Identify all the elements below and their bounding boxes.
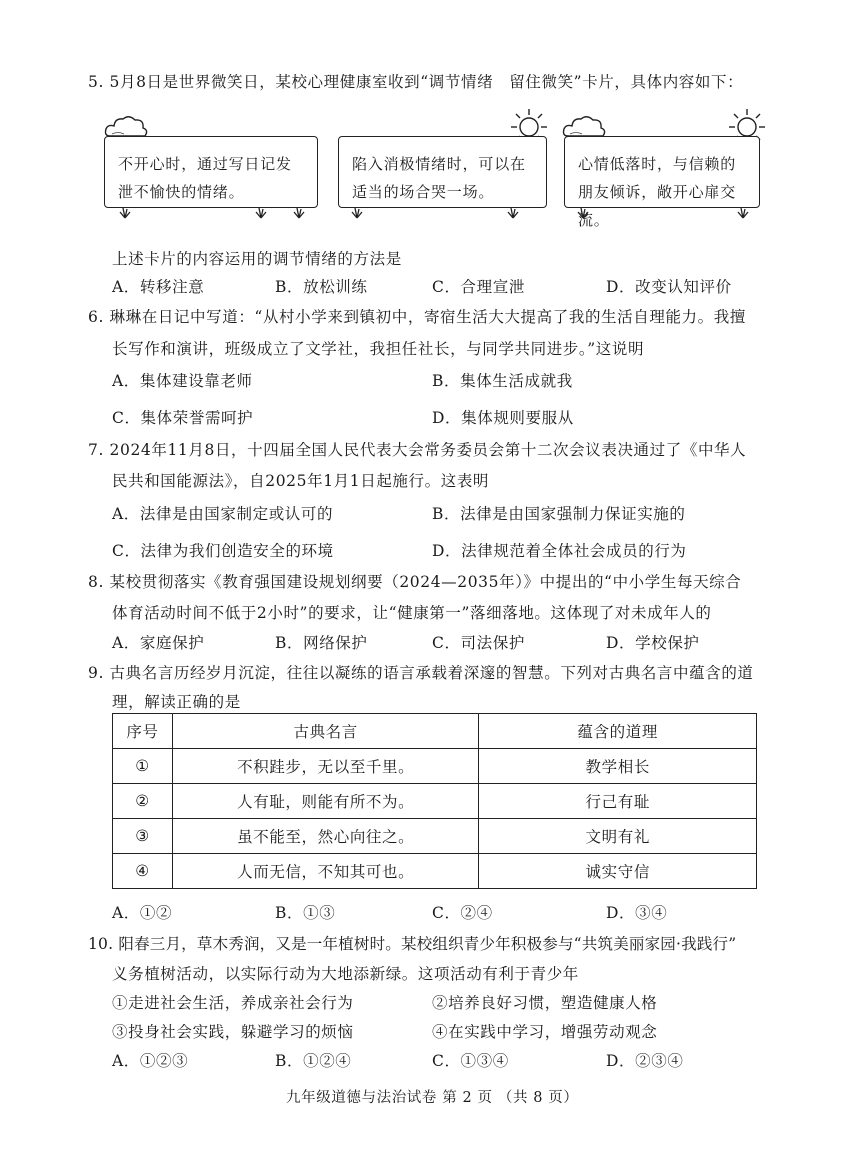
q5-question: 上述卡片的内容运用的调节情绪的方法是 bbox=[112, 250, 402, 268]
table-cell: 文明有礼 bbox=[479, 819, 757, 854]
q9-option-a: A．①② bbox=[112, 904, 173, 922]
grass-icon bbox=[292, 206, 306, 218]
q9-option-d: D．③④ bbox=[606, 904, 668, 922]
q6-option-d: D．集体规则要服从 bbox=[432, 409, 574, 427]
grass-icon bbox=[254, 206, 268, 218]
q10-statement-1: ①走进社会生活，养成亲社会行为 bbox=[112, 994, 354, 1012]
table-cell: ① bbox=[113, 749, 173, 784]
table-header: 蕴含的道理 bbox=[479, 714, 757, 749]
q7-option-c: C．法律为我们创造安全的环境 bbox=[112, 542, 334, 560]
q9-option-c: C．②④ bbox=[432, 904, 493, 922]
q6-option-c: C．集体荣誉需呵护 bbox=[112, 409, 254, 427]
q5-option-d: D．改变认知评价 bbox=[606, 278, 732, 296]
q10-statement-3: ③投身社会实践，躲避学习的烦恼 bbox=[112, 1023, 354, 1041]
table-row bbox=[113, 784, 757, 819]
grass-icon bbox=[350, 206, 364, 218]
q10-stem-line1: 10. 阳春三月，草木秀润，又是一年植树时。某校组织青少年积极参与“共筑美丽家园·我践行” bbox=[88, 935, 737, 953]
grass-icon bbox=[576, 206, 590, 218]
classics-table bbox=[112, 713, 757, 889]
table-cell: 人而无信，不知其可也。 bbox=[172, 854, 479, 889]
q8-stem-line2: 体育活动时间不低于2小时”的要求，让“健康第一”落细落地。这体现了对未成年人的 bbox=[112, 604, 712, 622]
q10-statement-4: ④在实践中学习，增强劳动观念 bbox=[432, 1023, 658, 1041]
q10-option-b: B．①②④ bbox=[275, 1052, 352, 1070]
q8-stem-line1: 8. 某校贯彻落实《教育强国建设规划纲要（2024—2035年）》中提出的“中小学生每天综合 bbox=[88, 573, 742, 591]
grass-icon bbox=[506, 206, 520, 218]
q10-option-d: D．②③④ bbox=[606, 1052, 684, 1070]
q5-option-c: C．合理宣泄 bbox=[432, 278, 525, 296]
table-header: 序号 bbox=[113, 714, 173, 749]
q8-option-a: A．家庭保护 bbox=[112, 634, 205, 652]
q10-stem-line2: 义务植树活动，以实际行动为大地添新绿。这项活动有利于青少年 bbox=[112, 965, 579, 983]
q5-option-b: B．放松训练 bbox=[275, 278, 368, 296]
table-cell: 虽不能至，然心向往之。 bbox=[172, 819, 479, 854]
table-row bbox=[113, 819, 757, 854]
grass-icon bbox=[736, 206, 750, 218]
q8-option-b: B．网络保护 bbox=[275, 634, 368, 652]
table-cell: ② bbox=[113, 784, 173, 819]
q8-option-d: D．学校保护 bbox=[606, 634, 700, 652]
q5-option-a: A．转移注意 bbox=[112, 278, 205, 296]
q6-stem-line1: 6. 琳琳在日记中写道：“从村小学来到镇初中，寄宿生活大大提高了我的生活自理能力。我擅 bbox=[88, 308, 746, 326]
card-1 bbox=[96, 106, 326, 224]
card-2-text: 陷入消极情绪时，可以在适当的场合哭一场。 bbox=[352, 155, 526, 201]
card-3-text: 心情低落时，与信赖的朋友倾诉，敞开心扉交流。 bbox=[578, 155, 737, 229]
q7-stem-line2: 民共和国能源法》，自2025年1月1日起施行。这表明 bbox=[112, 472, 490, 490]
q6-stem-line2: 长写作和演讲，班级成立了文学社，我担任社长，与同学共同进步。”这说明 bbox=[112, 340, 645, 358]
table-cell: ④ bbox=[113, 854, 173, 889]
q8-option-c: C．司法保护 bbox=[432, 634, 525, 652]
table-cell: 人有耻，则能有所不为。 bbox=[172, 784, 479, 819]
card-1-text: 不开心时，通过写日记发泄不愉快的情绪。 bbox=[118, 155, 292, 201]
q7-option-d: D．法律规范着全体社会成员的行为 bbox=[432, 542, 687, 560]
page-footer: 九年级道德与法治试卷 第 2 页 （共 8 页） bbox=[286, 1090, 579, 1106]
q10-option-c: C．①③④ bbox=[432, 1052, 509, 1070]
q10-option-a: A．①②③ bbox=[112, 1052, 189, 1070]
q5-stem: 5. 5月8日是世界微笑日，某校心理健康室收到“调节情绪 留住微笑”卡片，具体内容如下： bbox=[88, 73, 744, 91]
table-row bbox=[113, 749, 757, 784]
q9-stem-line1: 9. 古典名言历经岁月沉淀，往往以凝练的语言承载着深邃的智慧。下列对古典名言中蕴含的道 bbox=[88, 664, 754, 682]
table-cell: 行己有耻 bbox=[479, 784, 757, 819]
card-3 bbox=[556, 106, 768, 229]
grass-icon bbox=[118, 206, 132, 218]
table-cell: ③ bbox=[113, 819, 173, 854]
q7-option-b: B．法律是由国家强制力保证实施的 bbox=[432, 505, 686, 523]
q7-stem-line1: 7. 2024年11月8日，十四届全国人民代表大会常务委员会第十二次会议表决通过了《中华人 bbox=[88, 441, 747, 459]
table-row bbox=[113, 854, 757, 889]
table-header-row bbox=[113, 714, 757, 749]
q9-option-b: B．①③ bbox=[275, 904, 336, 922]
table-cell: 教学相长 bbox=[479, 749, 757, 784]
q9-stem-line2: 理，解读正确的是 bbox=[112, 693, 241, 711]
q7-option-a: A．法律是由国家制定或认可的 bbox=[112, 505, 334, 523]
q6-option-a: A．集体建设靠老师 bbox=[112, 372, 253, 390]
table-header: 古典名言 bbox=[172, 714, 479, 749]
table-cell: 不积跬步，无以至千里。 bbox=[172, 749, 479, 784]
table-cell: 诚实守信 bbox=[479, 854, 757, 889]
card-2 bbox=[330, 106, 555, 224]
q6-option-b: B．集体生活成就我 bbox=[432, 372, 573, 390]
q10-statement-2: ②培养良好习惯，塑造健康人格 bbox=[432, 994, 658, 1012]
